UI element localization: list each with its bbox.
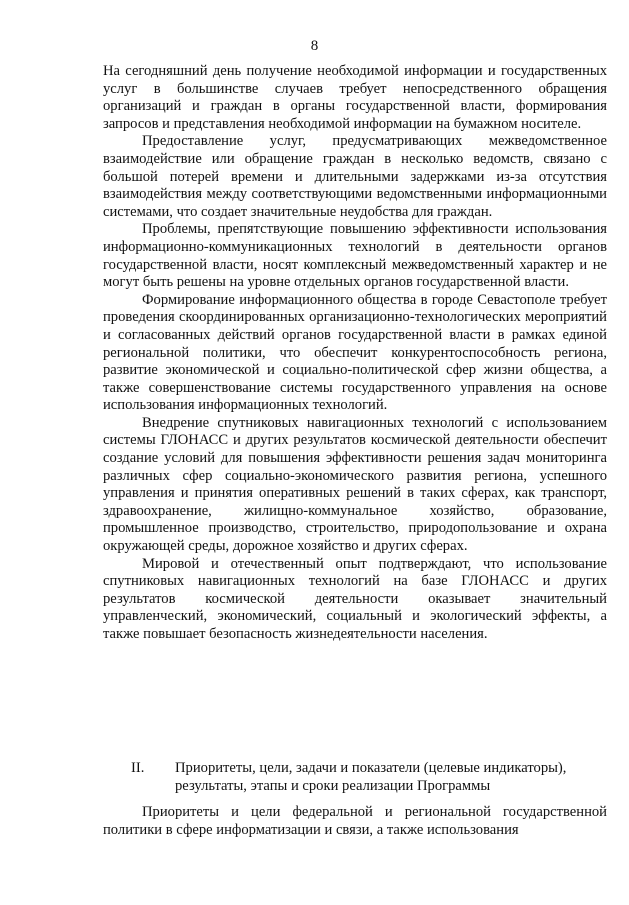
page-number: 8 xyxy=(310,38,319,54)
section-heading xyxy=(103,759,607,795)
paragraph-priorities: Приоритеты и цели федеральной и региональной государственной политики в сфере информатизации и связи, а также использования xyxy=(103,804,607,838)
paragraph-current-state: На сегодняшний день получение необходимой информации и государственных услуг в большинстве случаев требует непосредственного обращения организаций и граждан в органы государственной власти, формирования запросов и представления необходимой информации на бумажном носителе. xyxy=(103,63,607,132)
paragraph-information-society: Формирование информационного общества в городе Севастополе требует проведения скоординированных организационно-технологических мероприятий и согласованных действий органов государственной власти в рамках единой региональной политики, что обеспечит конкурентоспособность региона, развитие экономической и социально-политической сфер жизни общества, а также совершенствование системы государственного управления на основе использования информационных технологий. xyxy=(103,291,607,414)
body-text xyxy=(103,63,607,644)
section-number: II. xyxy=(131,760,145,776)
paragraph-world-experience: Мировой и отечественный опыт подтверждают, что использование спутниковых навигационных технологий на базе ГЛОНАСС и других результатов космической деятельности оказывает значительный управленческий, экономический, социальный и экологический эффекты, а также повышает безопасность жизнедеятельности населения. xyxy=(103,555,607,642)
closing-text xyxy=(103,804,607,839)
paragraph-glonass-implementation: Внедрение спутниковых навигационных технологий с использованием системы ГЛОНАСС и других результатов космической деятельности обеспечит создание условий для повышения эффективности решения задач мониторинга различных сфер социально-экономического развития региона, успешного управления и принятия оперативных решений в таких сферах, как транспорт, здравоохранение, жилищно-коммунальное хозяйство, образование, промышленное производство, строительство, природопользование и охрана окружающей среды, дорожное хозяйство и других сферах. xyxy=(103,414,607,555)
section-title: Приоритеты, цели, задачи и показатели (целевые индикаторы), результаты, этапы и сроки реализации Программы xyxy=(175,760,567,794)
paragraph-problems: Проблемы, препятствующие повышению эффективности использования информационно-коммуникационных технологий в деятельности органов государственной власти, носят комплексный межведомственный характер и не могут быть решены на уровне отдельных органов государственной власти. xyxy=(103,221,607,291)
paragraph-interagency-services: Предоставление услуг, предусматривающих межведомственное взаимодействие или обращение граждан в несколько ведомств, связано с большой потерей времени и длительными задержками из-за отсутствия взаимодействия между соответствующими ведомственными информационными системами, что создает значительные неудобства для граждан. xyxy=(103,133,607,220)
